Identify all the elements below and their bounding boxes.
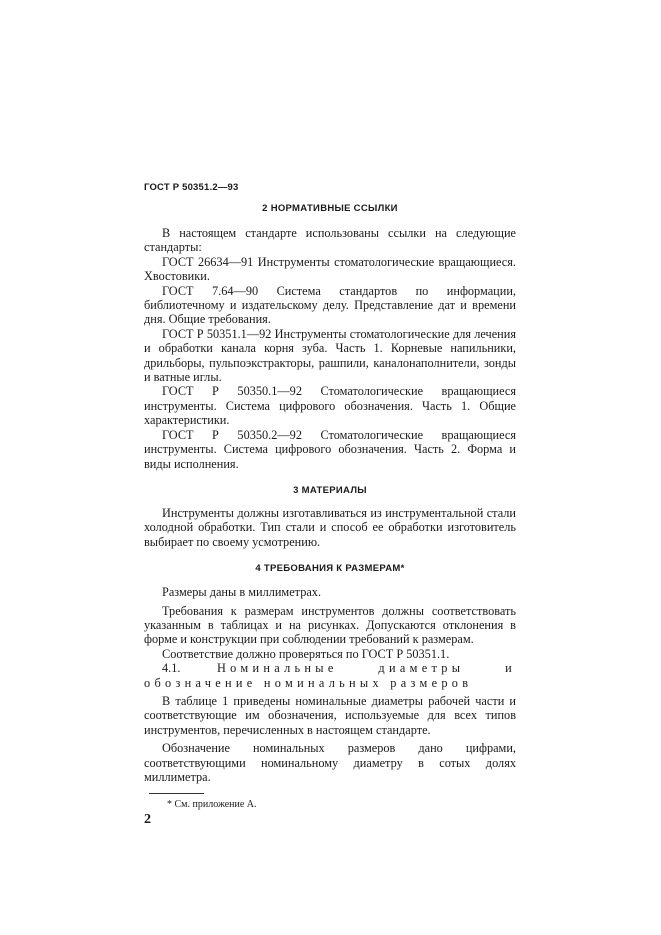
subsection-title: Номинальные диаметры и обозначение номинальных размеров [144,661,516,690]
page-number: 2 [144,812,151,827]
subsection-number: 4.1. [162,661,181,676]
section-4-paragraph: Требования к размерам инструментов должны соответствовать указанным в таблицах и на рисунках. Допускаются отклонения в форме и конструкции при соблюдении требований к размерам. [144,603,516,647]
footnote: * См. приложение А. [167,799,257,811]
section-2-paragraph: ГОСТ Р 50350.1—92 Стоматологические вращающиеся инструменты. Система цифрового обозначения. Часть 1. Общие характеристики. [144,384,516,428]
section-4-paragraph: Размеры даны в миллиметрах. [162,585,322,600]
subsection-4-1-heading [144,661,516,690]
document-body [144,203,516,811]
section-2-paragraph: ГОСТ 26634—91 Инструменты стоматологические вращающиеся. Хвостовики. [144,254,516,284]
section-4-heading: 4 ТРЕБОВАНИЯ К РАЗМЕРАМ* [255,563,405,575]
section-4-paragraph: Соответствие должно проверяться по ГОСТ Р 50351.1. [162,646,450,661]
section-2-heading: 2 НОРМАТИВНЫЕ ССЫЛКИ [262,203,398,214]
document-header: ГОСТ Р 50351.2—93 [144,182,239,193]
section-3-paragraph: Инструменты должны изготавливаться из инструментальной стали холодной обработки. Тип стали и способ ее обработки изготовитель выбирает по своему усмотрению. [144,505,516,549]
section-2-paragraph: В настоящем стандарте использованы ссылки на следующие стандарты: [144,226,516,255]
section-2-paragraph: ГОСТ Р 50350.2—92 Стоматологические вращающиеся инструменты. Система цифрового обозначения. Часть 2. Форма и виды исполнения. [144,427,516,471]
section-2-paragraph: ГОСТ 7.64—90 Система стандартов по информации, библиотечному и издательскому делу. Представление дат и времени дня. Общие требования. [144,283,516,327]
section-3-heading: 3 МАТЕРИАЛЫ [293,484,367,496]
section-4-paragraph: Обозначение номинальных размеров дано цифрами, соответствующими номинальному диаметру в сотых долях миллиметра. [144,741,516,784]
section-4-paragraph: В таблице 1 приведены номинальные диаметры рабочей части и соответствующие им обозначения, используемые для всех типов инструментов, перечисленных в настоящем стандарте. [144,693,516,737]
section-2-paragraph: ГОСТ Р 50351.1—92 Инструменты стоматологические для лечения и обработки канала корня зуба. Часть 1. Корневые напильники, дрильборы, пульпоэкстракторы, рашпили, каналонаполнители, зонды и ватные иглы. [144,326,516,385]
footnote-separator [149,793,204,794]
